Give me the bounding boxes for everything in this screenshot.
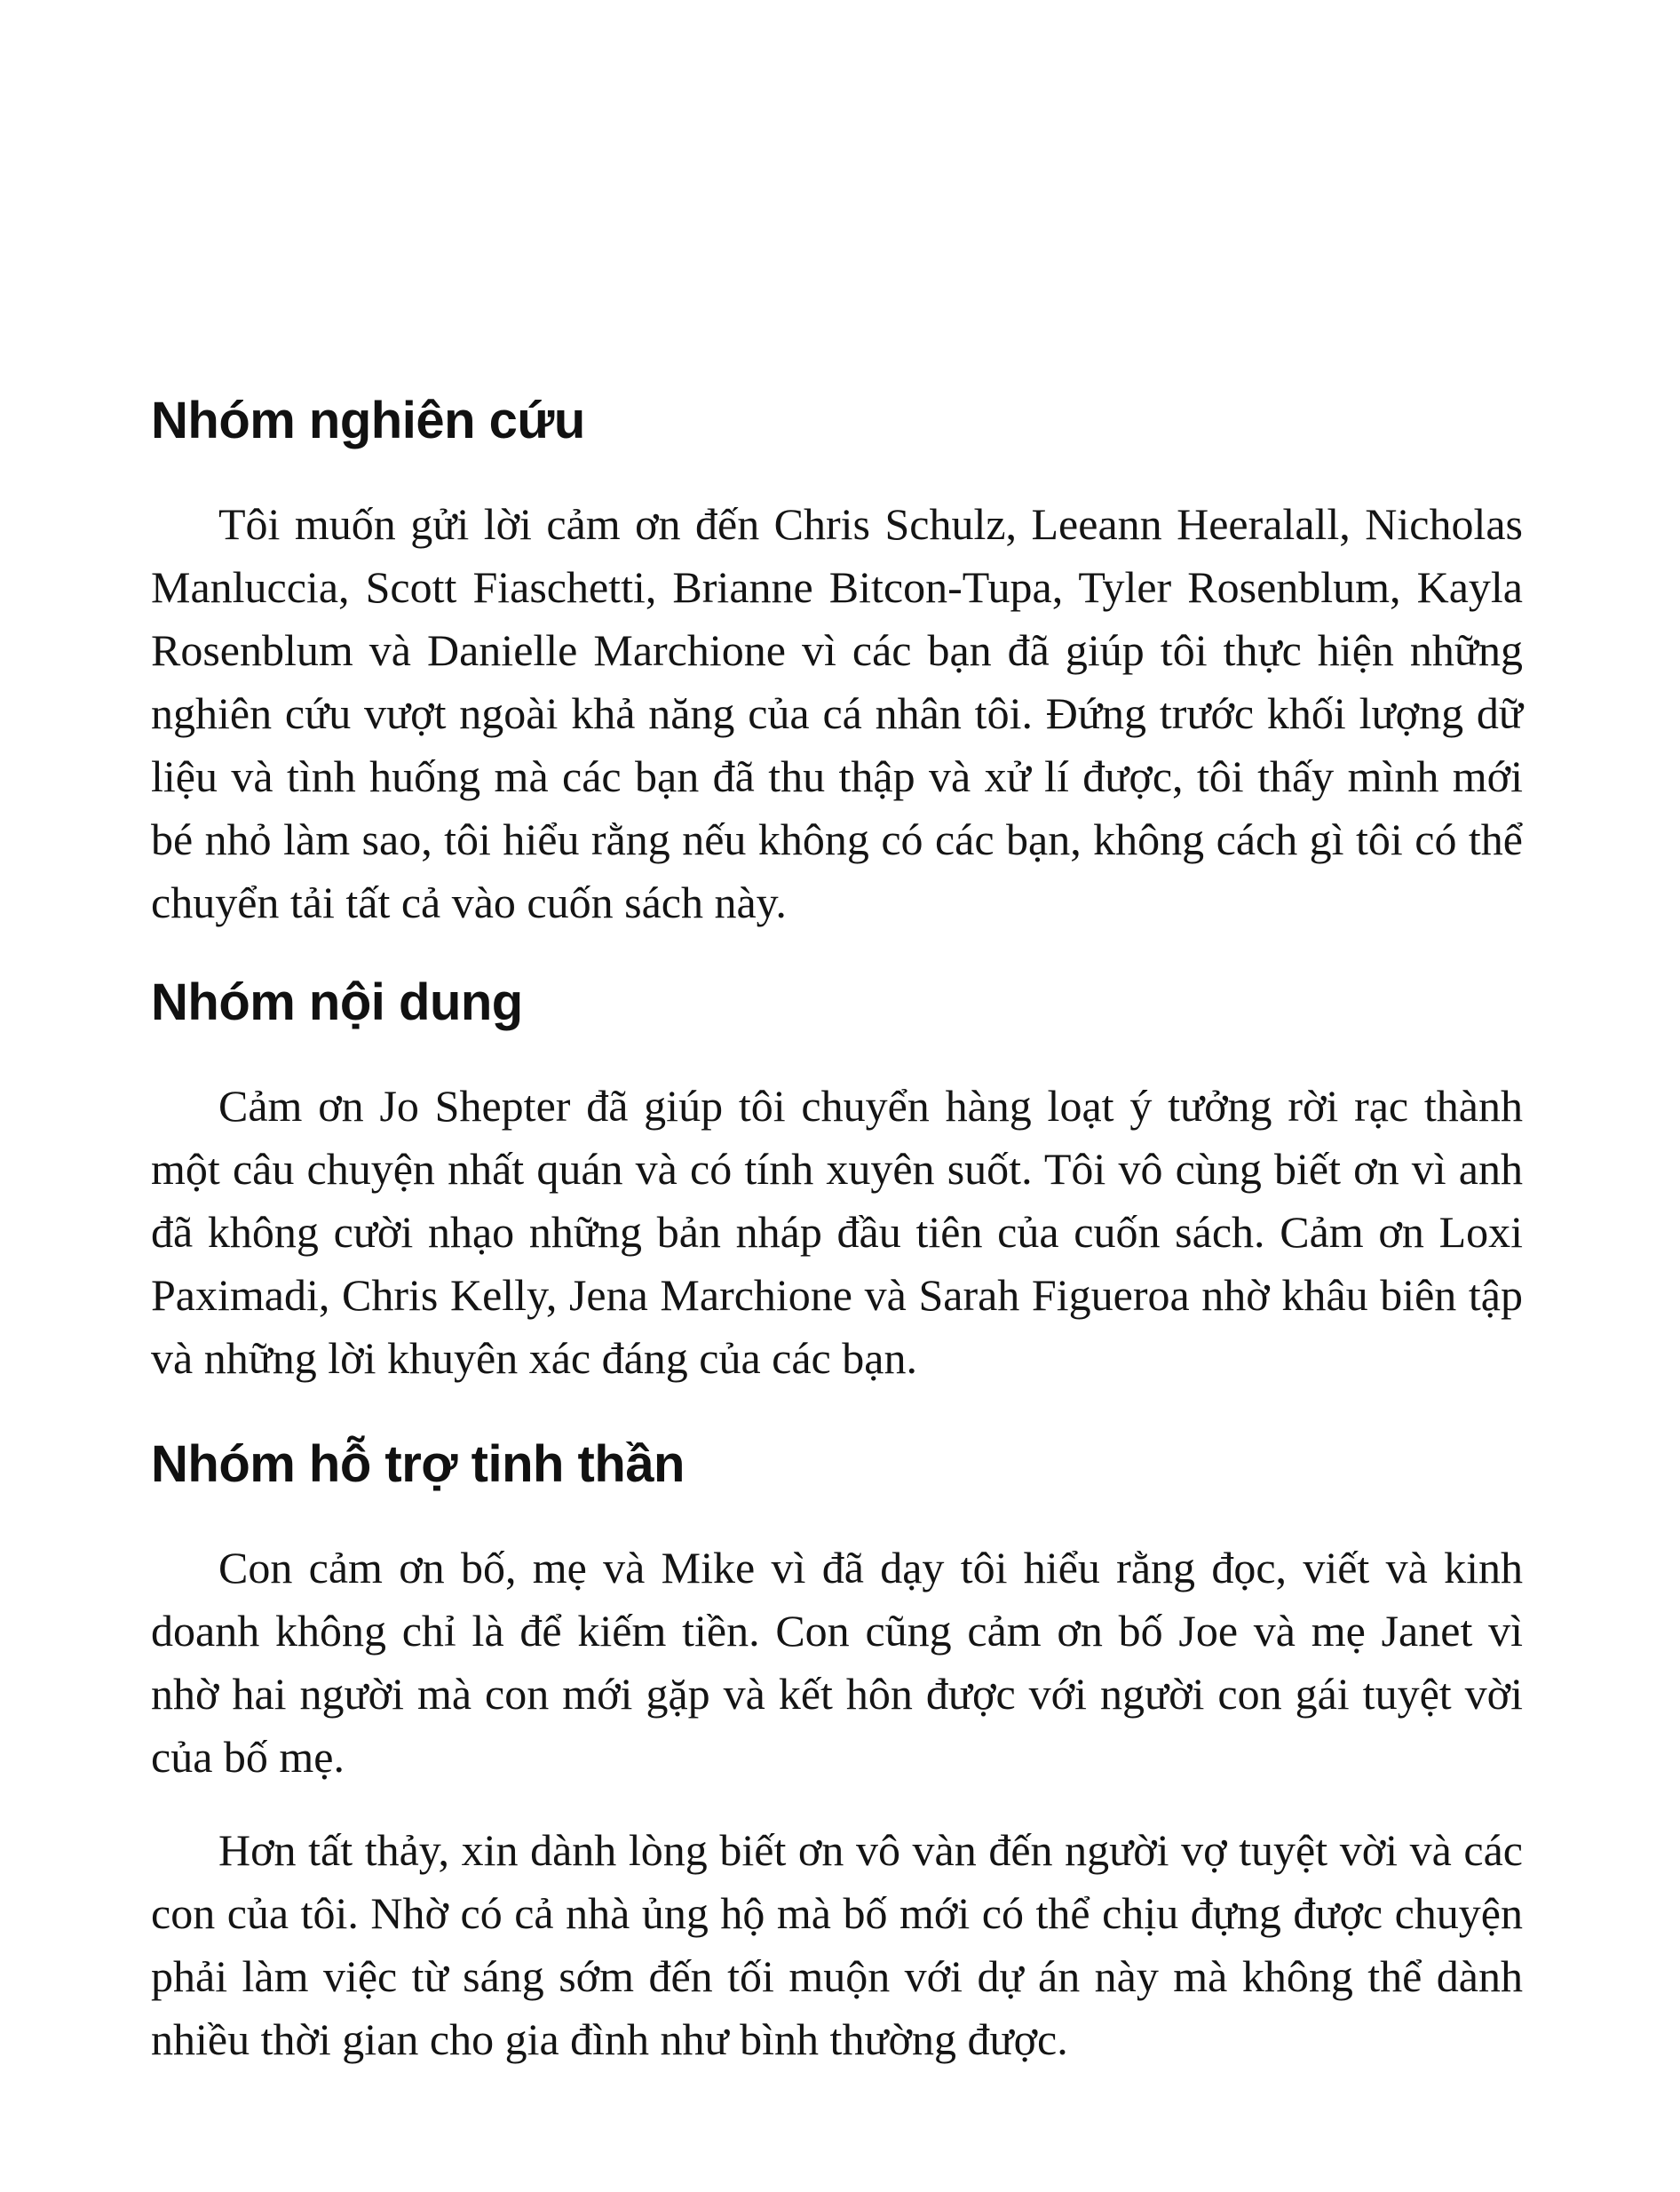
section-moral-support-team bbox=[151, 1434, 1523, 2071]
section-research-team bbox=[151, 391, 1523, 934]
section-heading: Nhóm nội dung bbox=[151, 973, 523, 1031]
section-content-team bbox=[151, 973, 1523, 1390]
section-heading: Nhóm nghiên cứu bbox=[151, 392, 585, 449]
paragraph: Tôi muốn gửi lời cảm ơn đến Chris Schulz, Leeann Heeralall, Nicholas Manluccia, Scott Fiaschetti, Brianne Bitcon-Tupa, Tyler Rosenblum, Kayla Rosenblum và Danielle Marchione vì các bạn đã giúp tôi thực hiện những nghiên cứu vượt ngoài khả năng của cá nhân tôi. Đứng trước khối lượng dữ liệu và tình huống mà các bạn đã thu thập và xử lí được, tôi thấy mình mới bé nhỏ làm sao, tôi hiểu rằng nếu không có các bạn, không cách gì tôi có thể chuyển tải tất cả vào cuốn sách này. bbox=[151, 499, 1523, 927]
paragraph: Hơn tất thảy, xin dành lòng biết ơn vô vàn đến người vợ tuyệt vời và các con của tôi. Nhờ có cả nhà ủng hộ mà bố mới có thể chịu đựng được chuyện phải làm việc từ sáng sớm đến tối muộn với dự án này mà không thể dành nhiều thời gian cho gia đình như bình thường được. bbox=[151, 1825, 1523, 2064]
section-heading: Nhóm hỗ trợ tinh thần bbox=[151, 1435, 685, 1493]
paragraph: Con cảm ơn bố, mẹ và Mike vì đã dạy tôi hiểu rằng đọc, viết và kinh doanh không chỉ là để kiếm tiền. Con cũng cảm ơn bố Joe và mẹ Janet vì nhờ hai người mà con mới gặp và kết hôn được với người con gái tuyệt vời của bố mẹ. bbox=[151, 1543, 1523, 1782]
paragraph: Cảm ơn Jo Shepter đã giúp tôi chuyển hàng loạt ý tưởng rời rạc thành một câu chuyện nhất quán và có tính xuyên suốt. Tôi vô cùng biết ơn vì anh đã không cười nhạo những bản nháp đầu tiên của cuốn sách. Cảm ơn Loxi Paximadi, Chris Kelly, Jena Marchione và Sarah Figueroa nhờ khâu biên tập và những lời khuyên xác đáng của các bạn. bbox=[151, 1081, 1523, 1383]
